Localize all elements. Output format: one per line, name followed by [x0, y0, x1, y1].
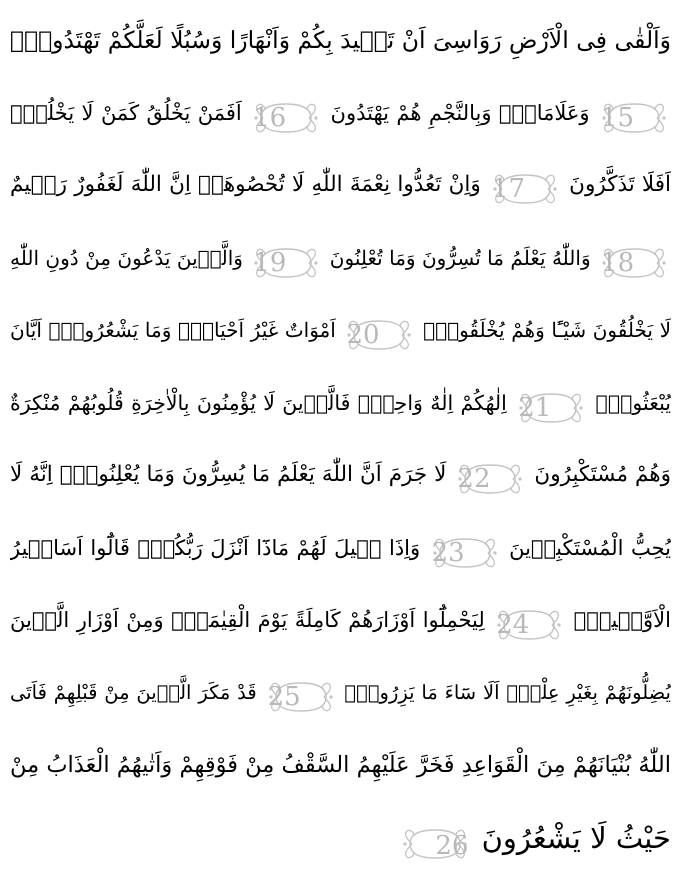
- text-line: [10, 729, 671, 802]
- ayah-number-marker: [518, 390, 584, 426]
- text-line: [10, 657, 671, 730]
- ayah-number-marker: [496, 607, 562, 643]
- ayah-number: 19: [253, 248, 286, 278]
- text-line: [10, 439, 671, 512]
- ayah-number: 16: [253, 103, 286, 133]
- verse-text: اَفَمَنْ يَخْلُقُ كَمَنْ لَا يَخْلُقُۜ: [10, 101, 242, 125]
- verse-text: وَهُمْ مُسْتَكْبِرُونَ: [534, 462, 671, 487]
- verse-text: يُبْعَثُونَ۟: [596, 391, 671, 415]
- ayah-number-marker: [601, 245, 667, 281]
- ayah-number-marker: [432, 535, 498, 571]
- text-line: [10, 149, 671, 222]
- verse-text: الْاَوَّل۪ينَۙ: [574, 608, 671, 632]
- text-line: [10, 367, 671, 440]
- verse-text: اَفَلَا تَذَكَّرُونَ: [569, 172, 671, 197]
- ayah-number-marker: [402, 826, 468, 862]
- text-line: [10, 584, 671, 657]
- ayah-number: 26: [435, 831, 468, 861]
- ayah-number: 17: [492, 174, 525, 204]
- text-line: [10, 802, 671, 874]
- text-line: [10, 4, 671, 77]
- ayah-number: 23: [432, 538, 465, 568]
- ayah-number-marker: [601, 100, 667, 136]
- ayah-number-marker: [457, 461, 523, 497]
- ayah-number-marker: [253, 245, 319, 281]
- verse-text: وَعَلَامَاتٍۜ وَبِالنَّجْمِ هُمْ يَهْتَدُونَ: [331, 101, 590, 125]
- text-line: [10, 512, 671, 585]
- verse-text: لِيَحْمِلُٓوا اَوْزَارَهُمْ كَامِلَةً يَوْمَ الْقِيٰمَةِۙ وَمِنْ اَوْزَارِ الَّذ۪ينَ: [10, 608, 485, 632]
- verse-text: اِلٰهُكُمْ اِلٰهٌ وَاحِدٌۚ فَالَّذ۪ينَ لَا يُؤْمِنُونَ بِالْاٰخِرَةِ قُلُوبُهُمْ مُنْكِرَةٌ: [10, 391, 507, 415]
- verse-text: اللّٰهُ بُنْيَانَهُمْ مِنَ الْقَوَاعِدِ فَخَرَّ عَلَيْهِمُ السَّقْفُ مِنْ فَوْقِهِمْ وَاَتٰيهُمُ الْعَذَابُ مِنْ: [10, 752, 671, 778]
- ayah-number-marker: [346, 317, 412, 353]
- text-line: [10, 77, 671, 150]
- ayah-number-marker: [268, 679, 334, 715]
- ayah-number: 20: [346, 320, 379, 350]
- verse-text: وَالَّذ۪ينَ يَدْعُونَ مِنْ دُونِ اللّٰهِ: [10, 246, 243, 270]
- verse-text: يُحِبُّ الْمُسْتَكْبِر۪ينَ: [509, 536, 671, 560]
- verse-text: قَدْ مَكَرَ الَّذ۪ينَ مِنْ قَبْلِهِمْ فَاَتَى: [10, 681, 257, 704]
- verse-text: وَاَلْقٰى فِى الْاَرْضِ رَوَاسِىَ اَنْ تَم۪يدَ بِكُمْ وَاَنْهَارًا وَسُبُلًا لَعَلَّكُمْ تَهْتَدُونَۙ: [10, 26, 671, 54]
- verse-text: لَا يَخْلُقُونَ شَيْـًٔا وَهُمْ يُخْلَقُونَۜ: [423, 318, 671, 342]
- text-line: [10, 294, 671, 367]
- verse-text: وَاِنْ تَعُدُّوا نِعْمَةَ اللّٰهِ لَا تُحْصُوهَاۜ اِنَّ اللّٰهَ لَغَفُورٌ رَح۪يمٌ: [10, 172, 481, 197]
- ayah-number: 15: [601, 103, 634, 133]
- text-line: [10, 222, 671, 295]
- verse-text: وَاللّٰهُ يَعْلَمُ مَا تُسِرُّونَ وَمَا تُعْلِنُونَ: [330, 246, 591, 270]
- ayah-number: 22: [457, 464, 490, 494]
- ayah-number-marker: [253, 100, 319, 136]
- verse-text: وَاِذَا ق۪يلَ لَهُمْ مَاذَٓا اَنْزَلَ رَبُّكُمْۙ قَالُٓوا اَسَاط۪يرُ: [10, 536, 420, 560]
- ayah-number: 24: [496, 610, 529, 640]
- verse-text: لَا جَرَمَ اَنَّ اللّٰهَ يَعْلَمُ مَا يُسِرُّونَ وَمَا يُعْلِنُونَۜ اِنَّهُ لَا: [10, 462, 446, 487]
- verse-text: حَيْثُ لَا يَشْعُرُونَ: [482, 821, 671, 855]
- verse-text: يُضِلُّونَهُمْ بِغَيْرِ عِلْمٍۜ اَلَا سَٓاءَ مَا يَزِرُونَ۟: [344, 681, 671, 704]
- ayah-number: 25: [268, 682, 301, 712]
- verse-text: اَمْوَاتٌ غَيْرُ اَحْيَاءٍۚ وَمَا يَشْعُرُونَۙ اَيَّانَ: [10, 318, 336, 342]
- ayah-number-marker: [492, 171, 558, 207]
- ayah-number: 21: [518, 393, 551, 423]
- ayah-number: 18: [601, 248, 634, 278]
